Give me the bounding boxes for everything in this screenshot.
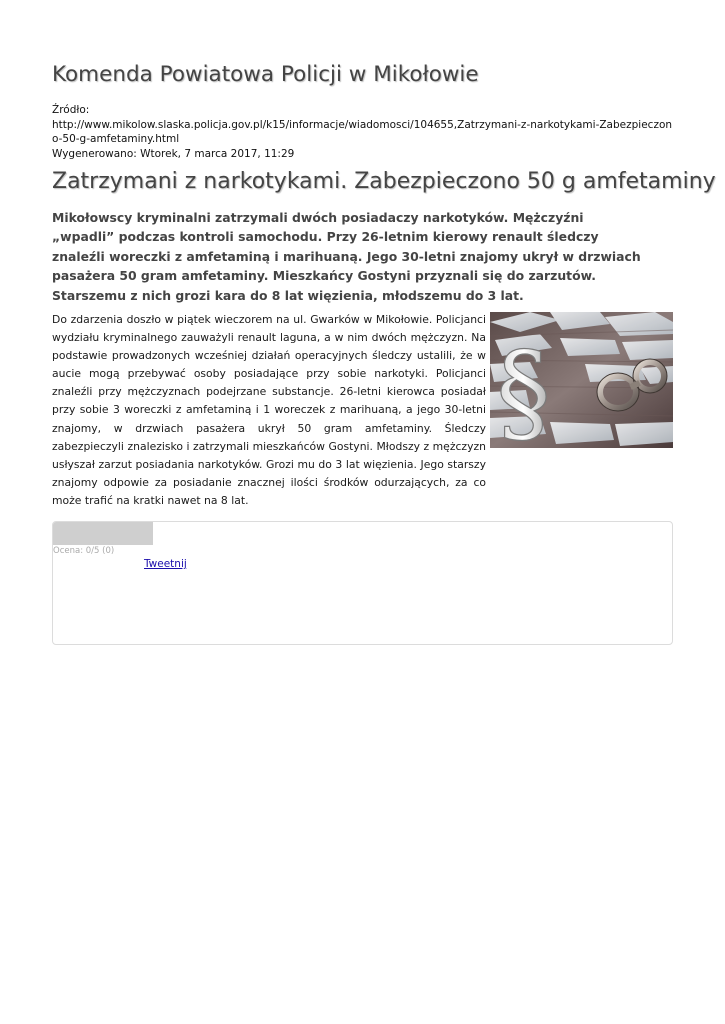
article-title: Zatrzymani z narkotykami. Zabezpieczono 50 g amfetaminy <box>52 169 716 194</box>
source-label: Źródło: <box>52 104 90 116</box>
source-meta <box>52 103 674 161</box>
svg-text:§: § <box>496 328 551 448</box>
rating-share-panel <box>52 521 673 645</box>
rating-bar[interactable] <box>53 522 153 545</box>
tweet-link[interactable]: Tweetnij <box>144 558 187 570</box>
article-lead: Mikołowscy kryminalni zatrzymali dwóch posiadaczy narkotyków. Mężczyźni „wpadli” podczas kontroli samochodu. Przy 26-letnim kierowy renault śledczy znaleźli woreczki z amfetaminą i marihuaną. Jego 30-letni znajomy ukrył w drzwiach pasażera 50 gram amfetaminy. Mieszkańcy Gostyni przyznali się do zarzutów. Starszemu z nich grozi kara do 8 lat więzienia, młodszemu do 3 lat. <box>52 210 641 303</box>
article-body: Do zdarzenia doszło w piątek wieczorem na ul. Gwarków w Mikołowie. Policjanci wydziału kryminalnego zauważyli renault laguna, a w nim dwóch mężczyzn. Na podstawie prowadzonych wcześniej działań operacyjnych śledczy ustalili, że w aucie mogą przebywać osoby posiadające przy sobie narkotyki. Policjanci znaleźli przy mężczyznach podejrzane substancje. 26-letni kierowca posiadał przy sobie 3 woreczki z amfetaminą i 1 woreczek z marihuaną, a jego 30-letni znajomy, w drzwiach pasażera ukrył 50 gram amfetaminy. Śledczy zabezpieczyli znalezisko i zatrzymali mieszkańców Gostyni. Młodszy z mężczyzn usłyszał zarzut posiadania narkotyków. Grozi mu do 3 lat więzienia. Jego starszy znajomy odpowie za posiadanie znacznej ilości środków odurzających, za co może trafić na kratki nawet na 8 lat. <box>52 313 486 507</box>
article-photo <box>490 312 673 448</box>
rating-text: Ocena: 0/5 (0) <box>53 546 115 556</box>
source-url: http://www.mikolow.slaska.policja.gov.pl/k15/informacje/wiadomosci/104655,Zatrzymani-z-narkotykami-Zabezpieczono-50-g-amfetaminy.html <box>52 118 673 145</box>
generated-date: Wygenerowano: Wtorek, 7 marca 2017, 11:29 <box>52 147 295 160</box>
handcuffs-paragraph-photo <box>490 312 673 448</box>
site-title: Komenda Powiatowa Policji w Mikołowie <box>52 62 479 87</box>
